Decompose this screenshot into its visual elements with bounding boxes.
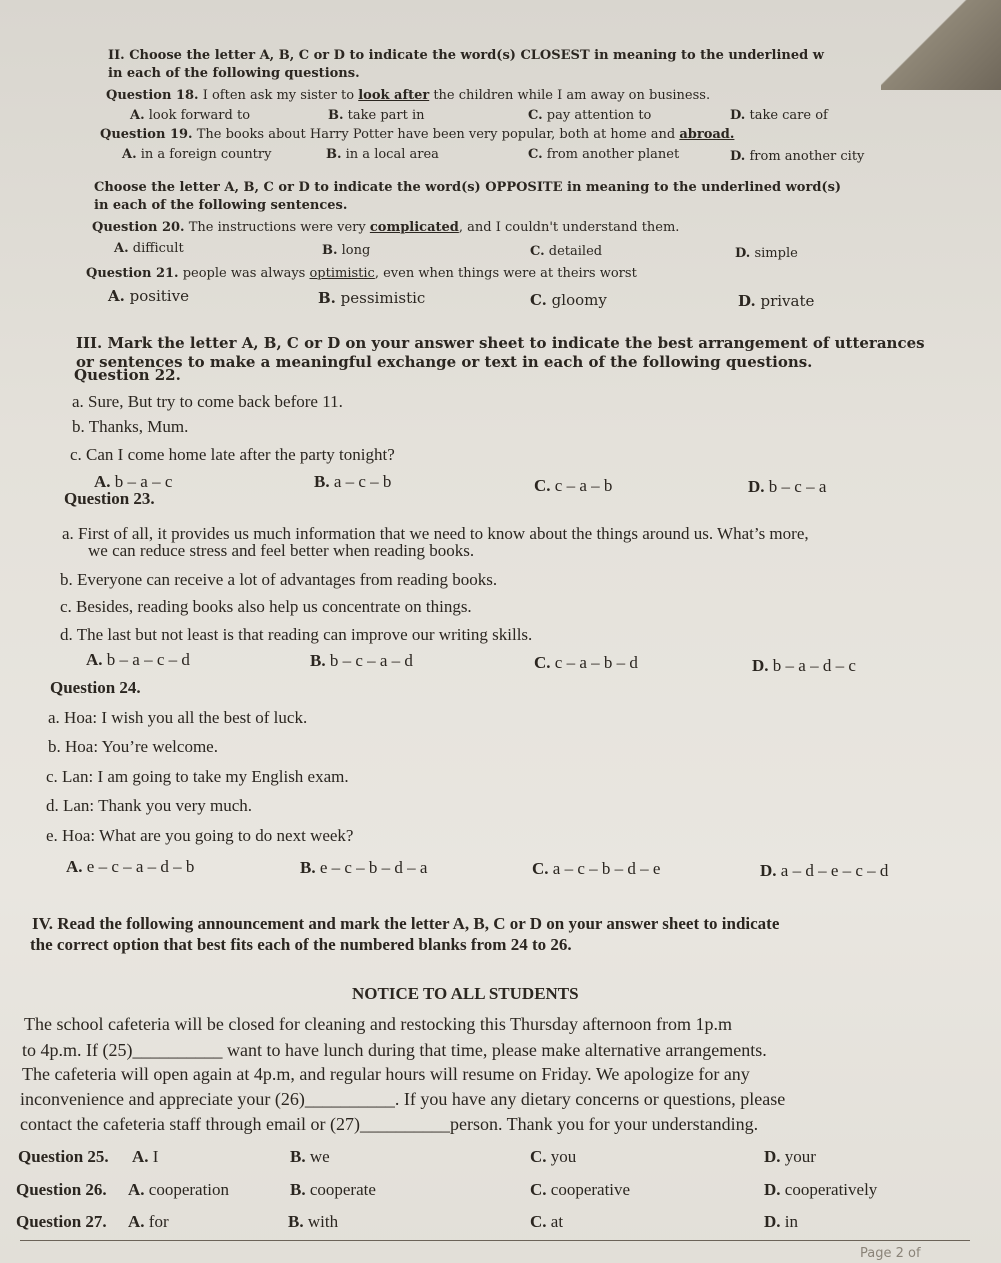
option-d: D. b – c – a (748, 477, 827, 496)
option-c: C. gloomy (530, 291, 607, 309)
q22-line-a: a. Sure, But try to come back before 11. (72, 392, 343, 411)
question-18: Question 18. I often ask my sister to look after the children while I am away on business. (106, 88, 711, 103)
question-21: Question 21. people was always optimistic, even when things were at theirs worst (86, 266, 637, 281)
option-c: C. c – a – b – d (534, 653, 638, 672)
underlined-word: abroad. (679, 127, 735, 142)
option-c: C. from another planet (528, 147, 680, 162)
underlined-word: look after (358, 88, 430, 103)
option-d: D. cooperatively (764, 1180, 878, 1199)
option-a: A. b – a – c – d (86, 650, 190, 669)
section4-heading-line1: IV. Read the following announcement and mark the letter A, B, C or D on your answer sheet to indicate (32, 914, 780, 933)
option-c: C. c – a – b (534, 476, 613, 495)
q23-line-c: c. Besides, reading books also help us concentrate on things. (60, 597, 472, 616)
notice-line-4: inconvenience and appreciate your (26)__________. If you have any dietary concerns or questions, please (20, 1089, 786, 1109)
question-20: Question 20. The instructions were very complicated, and I couldn't understand them. (92, 220, 680, 235)
option-a: A. for (128, 1212, 169, 1231)
option-b: B. take part in (328, 108, 425, 123)
q23-line-b: b. Everyone can receive a lot of advantages from reading books. (60, 570, 498, 589)
q24-line-c: c. Lan: I am going to take my English exam. (46, 767, 349, 786)
notice-line-5: contact the cafeteria staff through email or (27)__________person. Thank you for your understanding. (20, 1114, 759, 1134)
option-b: B. long (322, 243, 371, 258)
option-a: A. cooperation (128, 1180, 230, 1199)
option-b: B. e – c – b – d – a (300, 858, 428, 877)
option-a: A. in a foreign country (122, 147, 272, 162)
option-a: A. I (132, 1147, 159, 1166)
q23-line-a1: a. First of all, it provides us much information that we need to know about the things around us. What’s more, (62, 524, 809, 543)
q23-line-d: d. The last but not least is that reading can improve our writing skills. (60, 625, 533, 644)
option-b: B. b – c – a – d (310, 651, 413, 670)
q24-line-a: a. Hoa: I wish you all the best of luck. (48, 708, 308, 727)
question-22-label: Question 22. (74, 366, 181, 384)
option-c: C. detailed (530, 244, 603, 259)
option-d: D. simple (735, 246, 798, 261)
footer-rule (20, 1240, 970, 1241)
q24-line-d: d. Lan: Thank you very much. (46, 796, 253, 815)
question-24-label: Question 24. (50, 678, 141, 697)
option-c: C. cooperative (530, 1180, 631, 1199)
question-23-label: Question 23. (64, 489, 155, 508)
section3-heading-line1: III. Mark the letter A, B, C or D on your answer sheet to indicate the best arrangement of utterances (76, 334, 925, 352)
option-b: B. a – c – b (314, 472, 392, 491)
page-number: Page 2 of (860, 1246, 921, 1261)
section3-heading-line2: or sentences to make a meaningful exchange or text in each of the following questions. (76, 353, 813, 371)
option-d: D. private (738, 292, 815, 310)
option-a: A. positive (108, 287, 189, 305)
section2-heading-line2: in each of the following questions. (108, 66, 360, 81)
section2-heading-line1: II. Choose the letter A, B, C or D to indicate the word(s) CLOSEST in meaning to the underlined w (108, 48, 824, 63)
question-label: Question 21. (86, 266, 179, 281)
option-d: D. from another city (730, 149, 865, 164)
section4-heading-line2: the correct option that best fits each of the numbered blanks from 24 to 26. (30, 935, 572, 954)
option-a: A. e – c – a – d – b (66, 857, 195, 876)
question-label: Question 18. (106, 88, 199, 103)
underlined-word: complicated (369, 220, 459, 235)
q24-line-b: b. Hoa: You’re welcome. (48, 737, 218, 756)
notice-line-2: to 4p.m. If (25)__________ want to have lunch during that time, please make alternative arrangements. (22, 1040, 767, 1060)
notice-line-1: The school cafeteria will be closed for cleaning and restocking this Thursday afternoon from 1p.m (24, 1014, 732, 1034)
option-d: D. b – a – d – c (752, 656, 856, 675)
notice-line-3: The cafeteria will open again at 4p.m, and regular hours will resume on Friday. We apologize for any (22, 1064, 750, 1084)
question-label: Question 19. (100, 127, 193, 142)
option-a: A. b – a – c (94, 472, 173, 491)
page-corner-shadow (881, 0, 1001, 90)
option-d: D. take care of (730, 108, 828, 123)
question-26-label: Question 26. (16, 1180, 107, 1199)
option-c: C. you (530, 1147, 577, 1166)
option-b: B. we (290, 1147, 330, 1166)
notice-title: NOTICE TO ALL STUDENTS (352, 984, 579, 1003)
option-b: B. cooperate (290, 1180, 376, 1199)
q22-line-b: b. Thanks, Mum. (72, 417, 189, 436)
option-b: B. pessimistic (318, 289, 426, 307)
section2b-heading-line1: Choose the letter A, B, C or D to indicate the word(s) OPPOSITE in meaning to the underlined word(s) (94, 180, 842, 195)
underlined-word: optimistic (309, 266, 375, 281)
section2b-heading-line2: in each of the following sentences. (94, 198, 348, 213)
question-label: Question 20. (92, 220, 185, 235)
q23-line-a2: we can reduce stress and feel better when reading books. (88, 541, 475, 560)
question-19: Question 19. The books about Harry Potter have been very popular, both at home and abroad. (100, 127, 735, 142)
option-a: A. look forward to (130, 108, 251, 123)
option-b: B. with (288, 1212, 339, 1231)
option-d: D. in (764, 1212, 799, 1231)
question-25-label: Question 25. (18, 1147, 109, 1166)
option-c: C. a – c – b – d – e (532, 859, 661, 878)
question-27-label: Question 27. (16, 1212, 107, 1231)
q22-line-c: c. Can I come home late after the party tonight? (70, 445, 395, 464)
option-a: A. difficult (114, 241, 184, 256)
q24-line-e: e. Hoa: What are you going to do next week? (46, 826, 354, 845)
option-c: C. at (530, 1212, 564, 1231)
option-d: D. a – d – e – c – d (760, 861, 889, 880)
option-d: D. your (764, 1147, 816, 1166)
option-b: B. in a local area (326, 147, 439, 162)
option-c: C. pay attention to (528, 108, 652, 123)
